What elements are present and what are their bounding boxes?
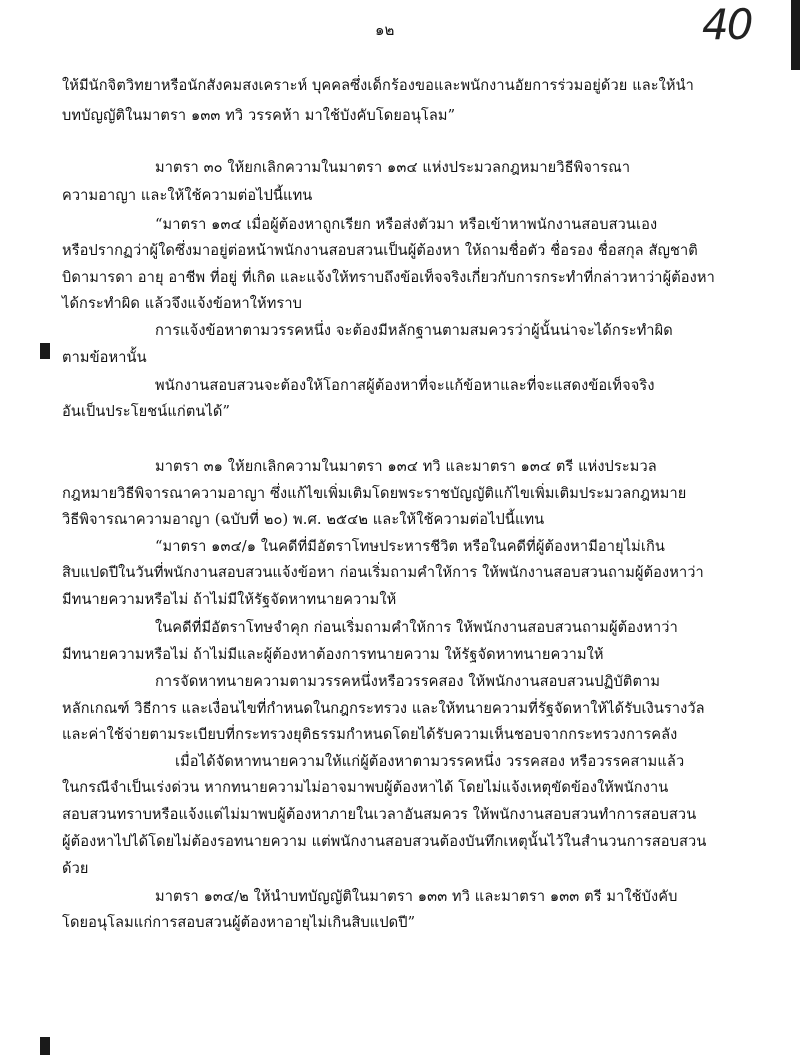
scan-edge-mark — [791, 0, 800, 70]
text-line: มาตรา ๑๓๔/๒ ให้นำบทบัญญัติในมาตรา ๑๓๓ ทวิ และมาตรา ๑๓๓ ตรี มาใช้บังคับ — [155, 888, 678, 905]
text-line: สิบแปดปีในวันที่พนักงานสอบสวนแจ้งข้อหา ก่อนเริ่มถามคำให้การ ให้พนักงานสอบสวนถามผู้ต้องหาว่า — [62, 564, 704, 581]
text-line: ด้วย — [62, 860, 89, 877]
scan-edge-mark — [40, 343, 50, 359]
text-line: มีทนายความหรือไม่ ถ้าไม่มีและผู้ต้องหาต้องการทนายความ ให้รัฐจัดหาทนายความให้ — [62, 646, 604, 663]
text-line: ความอาญา และให้ใช้ความต่อไปนี้แทน — [62, 187, 313, 204]
text-line: บิดามารดา อายุ อาชีพ ที่อยู่ ที่เกิด และแจ้งให้ทราบถึงข้อเท็จจริงเกี่ยวกับการกระทำที่กล่าวหาว่าผู้ต้องหา — [62, 269, 715, 286]
text-line: กฎหมายวิธีพิจารณาความอาญา ซึ่งแก้ไขเพิ่มเติมโดยพระราชบัญญัติแก้ไขเพิ่มเติมประมวลกฎหมาย — [62, 485, 687, 502]
handwritten-page-number: 40 — [702, 0, 752, 49]
text-line: การจัดหาทนายความตามวรรคหนึ่งหรือวรรคสอง ให้พนักงานสอบสวนปฏิบัติตาม — [155, 673, 661, 690]
text-line: “มาตรา ๑๓๔/๑ ในคดีที่มีอัตราโทษประหารชีวิต หรือในคดีที่ผู้ต้องหามีอายุไม่เกิน — [155, 538, 665, 555]
text-line: พนักงานสอบสวนจะต้องให้โอกาสผู้ต้องหาที่จะแก้ข้อหาและที่จะแสดงข้อเท็จจริง — [155, 377, 655, 394]
text-line: ให้มีนักจิตวิทยาหรือนักสังคมสงเคราะห์ บุคคลซึ่งเด็กร้องขอและพนักงานอัยการร่วมอยู่ด้วย และให้นำ — [62, 77, 694, 94]
text-line: การแจ้งข้อหาตามวรรคหนึ่ง จะต้องมีหลักฐานตามสมควรว่าผู้นั้นน่าจะได้กระทำผิด — [155, 322, 673, 339]
section-30-heading: มาตรา ๓๐ ให้ยกเลิกความในมาตรา ๑๓๔ แห่งประมวลกฎหมายวิธีพิจารณา — [155, 159, 631, 176]
text-line: มีทนายความหรือไม่ ถ้าไม่มีให้รัฐจัดหาทนายความให้ — [62, 591, 397, 608]
text-line: ตามข้อหานั้น — [62, 349, 147, 366]
text-line: บทบัญญัติในมาตรา ๑๓๓ ทวิ วรรคห้า มาใช้บังคับโดยอนุโลม” — [62, 107, 456, 124]
text-line: สอบสวนทราบหรือแจ้งแต่ไม่มาพบผู้ต้องหาภายในเวลาอันสมควร ให้พนักงานสอบสวนทำการสอบสวน — [62, 806, 697, 823]
text-line: หลักเกณฑ์ วิธีการ และเงื่อนไขที่กำหนดในกฎกระทรวง และให้ทนายความที่รัฐจัดหาให้ได้รับเงินรางวัล — [62, 700, 705, 717]
text-line: โดยอนุโลมแก่การสอบสวนผู้ต้องหาอายุไม่เกินสิบแปดปี” — [62, 914, 416, 931]
text-line: เมื่อได้จัดหาทนายความให้แก่ผู้ต้องหาตามวรรคหนึ่ง วรรคสอง หรือวรรคสามแล้ว — [175, 753, 685, 770]
text-line: “มาตรา ๑๓๔ เมื่อผู้ต้องหาถูกเรียก หรือส่งตัวมา หรือเข้าหาพนักงานสอบสวนเอง — [155, 216, 658, 233]
text-line: อันเป็นประโยชน์แก่ตนได้” — [62, 403, 231, 420]
text-line: ในคดีที่มีอัตราโทษจำคุก ก่อนเริ่มถามคำให้การ ให้พนักงานสอบสวนถามผู้ต้องหาว่า — [155, 619, 678, 636]
section-31-heading: มาตรา ๓๑ ให้ยกเลิกความในมาตรา ๑๓๔ ทวิ และมาตรา ๑๓๔ ตรี แห่งประมวล — [155, 458, 657, 475]
text-line: วิธีพิจารณาความอาญา (ฉบับที่ ๒๐) พ.ศ. ๒๕๔๒ และให้ใช้ความต่อไปนี้แทน — [62, 511, 545, 528]
text-line: ผู้ต้องหาไปได้โดยไม่ต้องรอทนายความ แต่พนักงานสอบสวนต้องบันทึกเหตุนั้นไว้ในสำนวนการสอบสวน — [62, 833, 707, 850]
text-line: ในกรณีจำเป็นเร่งด่วน หากทนายความไม่อาจมาพบผู้ต้องหาได้ โดยไม่แจ้งเหตุขัดข้องให้พนักงาน — [62, 779, 669, 796]
page-number: ๑๒ — [375, 21, 395, 39]
scan-edge-mark — [40, 1037, 50, 1055]
text-line: และค่าใช้จ่ายตามระเบียบที่กระทรวงยุติธรรมกำหนดโดยได้รับความเห็นชอบจากกระทรวงการคลัง — [62, 726, 678, 743]
text-line: ได้กระทำผิด แล้วจึงแจ้งข้อหาให้ทราบ — [62, 295, 303, 312]
text-line: หรือปรากฏว่าผู้ใดซึ่งมาอยู่ต่อหน้าพนักงานสอบสวนเป็นผู้ต้องหา ให้ถามชื่อตัว ชื่อรอง ชื่อสกุล สัญชาติ — [62, 242, 698, 259]
